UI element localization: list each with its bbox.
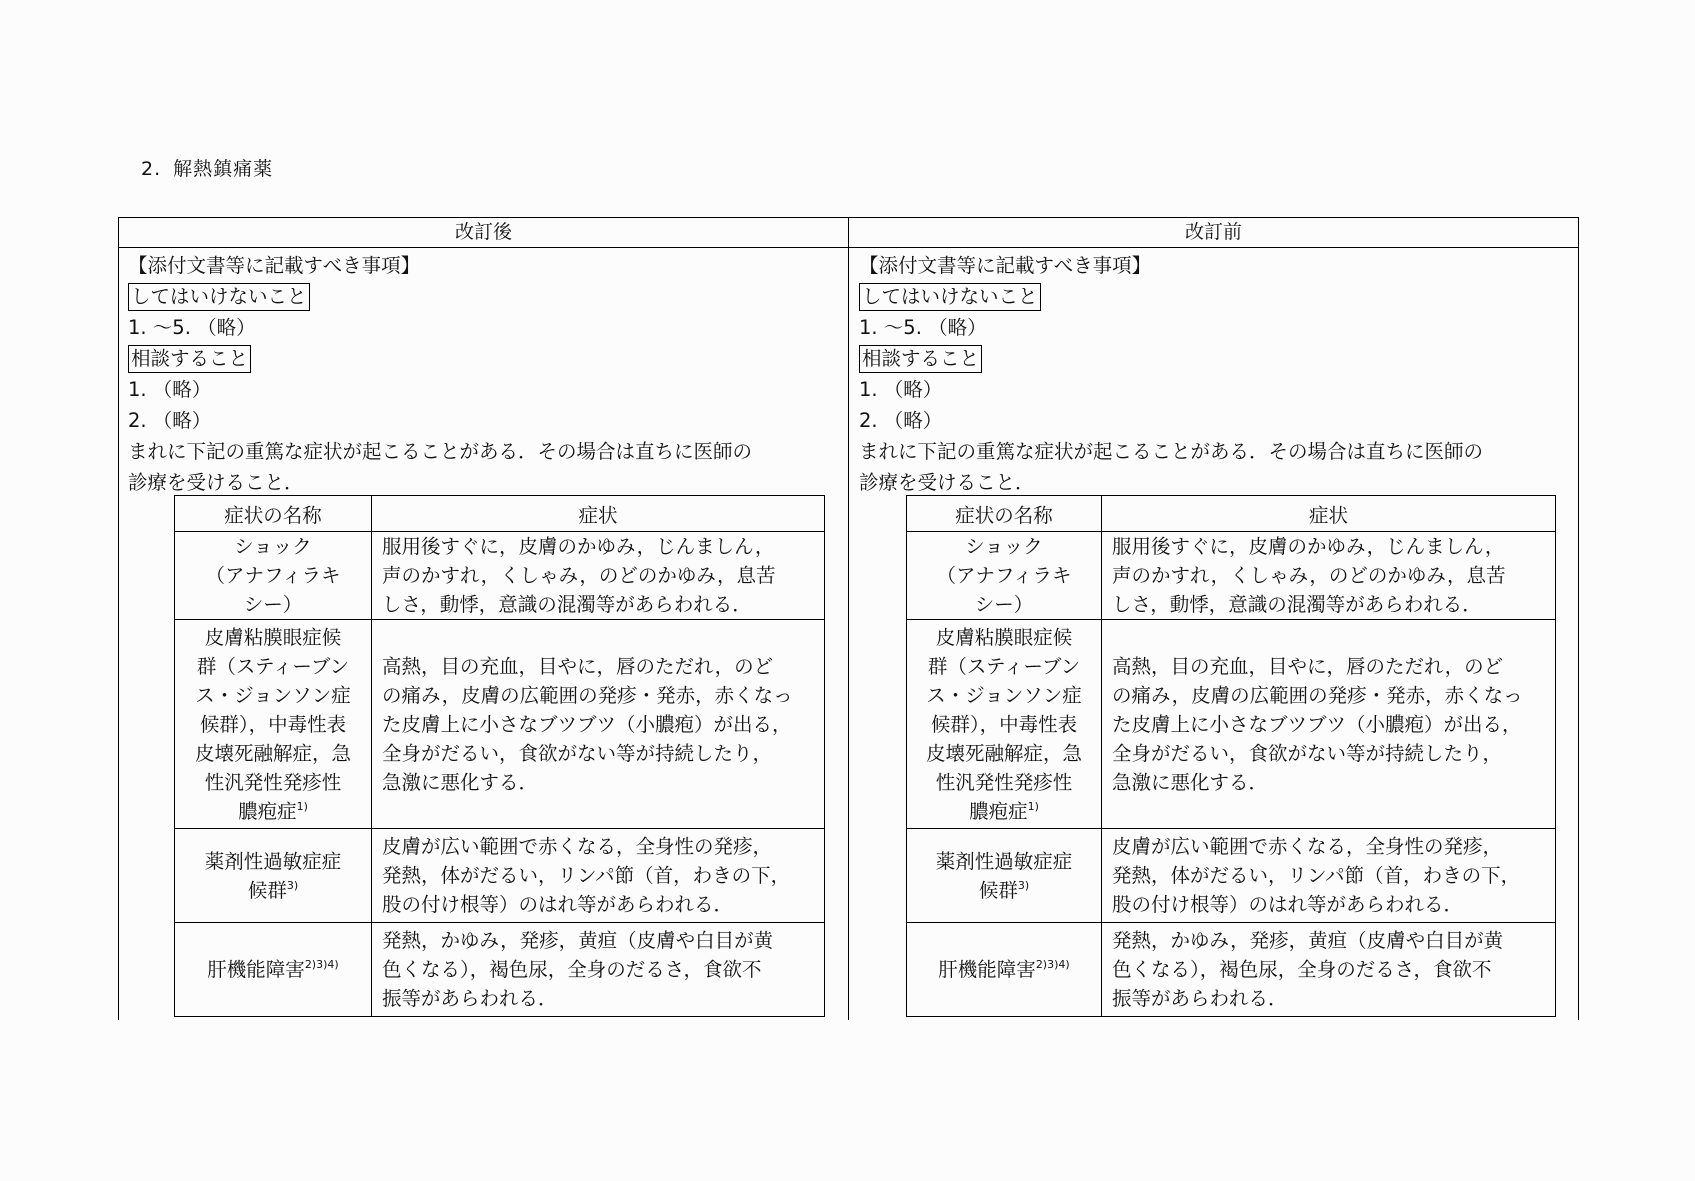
symptom-description-cell [372, 620, 825, 829]
section-heading: 【添付文書等に記載すべき事項】 [859, 254, 1152, 277]
symptom-description-cell [372, 532, 825, 620]
reference-superscript: 3) [286, 878, 299, 892]
symptom-description-line: 発熱，体がだるい，リンパ節（首，わきの下， [382, 864, 791, 887]
symptom-name-text: 皮膚粘膜眼症候 [935, 625, 1073, 649]
symptom-name-text: 薬剤性過敏症症 [935, 849, 1073, 873]
reference-superscript: 2)3)4) [304, 958, 339, 971]
symptom-name-cell [175, 923, 372, 1017]
section-title [141, 154, 273, 181]
symptom-name-text: 候群），中毒性表 [930, 712, 1078, 736]
symptom-name-text: 候群 [978, 878, 1018, 902]
symptom-table-after-revision [174, 495, 825, 1017]
section-heading: 【添付文書等に記載すべき事項】 [128, 254, 421, 277]
symptom-name-cell [175, 829, 372, 923]
symptom-description-line: 高熱，目の充血，目やに，唇のただれ，のど [1112, 654, 1504, 678]
column-before-revision [859, 250, 1574, 498]
dont-do-label: してはいけないこと [859, 283, 1041, 311]
section-title-text: 解熱鎮痛薬 [173, 158, 274, 180]
symptom-table-row [175, 620, 825, 829]
symptom-description-line: 急激に悪化する． [382, 770, 539, 794]
symptom-description-cell [372, 923, 825, 1017]
intro-text: 診療を受けること． [128, 471, 304, 494]
symptom-description-line: た皮膚上に小さなブツブツ（小膿疱）が出る， [382, 712, 792, 736]
symptom-table-header-row [907, 496, 1556, 532]
symptom-description-cell [1102, 829, 1556, 923]
symptom-table-row [175, 532, 825, 620]
symptom-name-line [181, 561, 365, 590]
symptom-description-line: しさ，動悸，意識の混濁等があらわれる． [1112, 593, 1482, 616]
consult-item: 2. （略） [859, 409, 943, 432]
symptom-table-row [907, 620, 1556, 829]
symptom-name-text: 肝機能障害 [207, 958, 305, 981]
dont-do-item: 1. 〜5. （略） [859, 316, 987, 339]
column-header-before-revision: 改訂前 [1184, 221, 1242, 243]
symptom-name-line [181, 876, 365, 905]
symptom-name-text: 群（スティーブン [927, 654, 1081, 678]
comparison-table-left-border [118, 217, 119, 1020]
intro-text: まれに下記の重篤な症状が起こることがある．その場合は直ちに医師の [859, 440, 1484, 463]
symptom-name-line [913, 876, 1095, 905]
symptom-description-line: 皮膚が広い範囲で赤くなる，全身性の発疹， [382, 835, 773, 858]
symptom-name-text: （アナフィラキ [936, 564, 1072, 587]
symptom-description-line: 急激に悪化する． [1112, 770, 1269, 794]
symptom-description-line: た皮膚上に小さなブツブツ（小膿疱）が出る， [1112, 712, 1522, 736]
symptom-description-line: 発熱，かゆみ，発疹，黄疸（皮膚や白目が黄 [382, 929, 774, 952]
symptom-description-line: 色くなる），褐色尿，全身のだるさ，食欲不 [1112, 958, 1492, 981]
symptom-name-cell [175, 532, 372, 620]
symptom-name-text: 膿疱症 [238, 799, 297, 823]
symptom-description-cell [1102, 923, 1556, 1017]
reference-superscript: 2)3)4) [1035, 958, 1070, 971]
symptom-description-line: 発熱，体がだるい，リンパ節（首，わきの下， [1112, 864, 1521, 887]
consult-item: 2. （略） [128, 409, 212, 432]
symptom-name-line [181, 532, 365, 561]
symptom-description-line: 色くなる），褐色尿，全身のだるさ，食欲不 [382, 958, 762, 981]
symptom-name-line [181, 739, 365, 768]
symptom-name-text: 皮壊死融解症，急 [925, 741, 1082, 765]
symptom-description-line: 服用後すぐに，皮膚のかゆみ，じんましん， [1112, 535, 1505, 558]
symptom-description-line: 全身がだるい，食欲がない等が持続したり， [1112, 741, 1503, 765]
symptom-name-cell [907, 532, 1102, 620]
symptom-description-line: の痛み，皮膚の広範囲の発疹・発赤，赤くなっ [382, 683, 793, 707]
symptom-name-text: ス・ジョンソン症 [195, 683, 351, 707]
symptom-description-cell [1102, 532, 1556, 620]
reference-superscript: 1) [296, 799, 308, 813]
consult-item: 1. （略） [859, 378, 943, 401]
symptom-description-line: 股の付け根等）のはれ等があらわれる． [382, 893, 734, 916]
symptom-name-line [913, 797, 1095, 826]
column-after-revision [128, 250, 843, 498]
symptom-name-text: 性汎発性発疹性 [935, 770, 1073, 794]
comparison-table-right-border [1578, 217, 1579, 1020]
symptom-name-line [913, 681, 1095, 710]
dont-do-box-line [859, 281, 1574, 312]
symptom-name-cell [907, 620, 1102, 829]
symptom-name-text: （アナフィラキ [205, 564, 341, 587]
symptom-name-line [913, 710, 1095, 739]
symptom-description-cell [1102, 620, 1556, 829]
symptom-description-line: の痛み，皮膚の広範囲の発疹・発赤，赤くなっ [1112, 683, 1523, 707]
symptom-name-text: 皮膚粘膜眼症候 [204, 625, 342, 649]
symptom-name-line [181, 590, 365, 619]
symptom-description-line: 発熱，かゆみ，発疹，黄疸（皮膚や白目が黄 [1112, 929, 1504, 952]
symptom-name-text: 候群），中毒性表 [199, 712, 347, 736]
symptom-name-line [181, 681, 365, 710]
symptom-name-line [181, 955, 365, 984]
symptom-name-line [181, 797, 365, 826]
symptom-description-line: 服用後すぐに，皮膚のかゆみ，じんましん， [382, 535, 775, 558]
symptom-table-header-row [175, 496, 825, 532]
symptom-name-line [913, 847, 1095, 876]
symptom-description-line: しさ，動悸，意識の混濁等があらわれる． [382, 593, 752, 616]
symptom-table-row [175, 923, 825, 1017]
symptom-name-text: ショック [965, 535, 1043, 558]
symptom-name-text: 性汎発性発疹性 [204, 770, 342, 794]
dont-do-item: 1. 〜5. （略） [128, 316, 256, 339]
symptom-name-text: 候群 [247, 878, 287, 902]
symptom-description-line: 全身がだるい，食欲がない等が持続したり， [382, 741, 773, 765]
reference-superscript: 1) [1027, 799, 1039, 813]
dont-do-box-line [128, 281, 843, 312]
symptom-name-cell [907, 923, 1102, 1017]
symptom-name-text: ショック [234, 535, 312, 558]
symptom-name-text: シー） [974, 593, 1034, 616]
symptom-name-text: シー） [243, 593, 303, 616]
column-header-after-revision: 改訂後 [454, 221, 512, 243]
symptom-description-line: 声のかすれ，くしゃみ，のどのかゆみ，息苦 [382, 564, 776, 587]
consult-label: 相談すること [859, 345, 982, 373]
intro-text: まれに下記の重篤な症状が起こることがある．その場合は直ちに医師の [128, 440, 753, 463]
symptom-description-line: 声のかすれ，くしゃみ，のどのかゆみ，息苦 [1112, 564, 1506, 587]
symptom-name-text: 薬剤性過敏症症 [204, 849, 342, 873]
header-symptom-name: 症状の名称 [907, 496, 1102, 532]
symptom-name-line [913, 561, 1095, 590]
symptom-description-cell [372, 829, 825, 923]
symptom-name-line [181, 652, 365, 681]
header-symptoms: 症状 [1102, 496, 1556, 532]
symptom-table-row [907, 829, 1556, 923]
symptom-description-line: 振等があらわれる． [1112, 987, 1288, 1010]
symptom-name-line [181, 847, 365, 876]
symptom-name-cell [907, 829, 1102, 923]
symptom-description-line: 股の付け根等）のはれ等があらわれる． [1112, 893, 1464, 916]
header-symptoms: 症状 [372, 496, 825, 532]
symptom-name-line [913, 955, 1095, 984]
symptom-description-line: 高熱，目の充血，目やに，唇のただれ，のど [382, 654, 774, 678]
symptom-name-line [913, 623, 1095, 652]
symptom-name-text: 群（スティーブン [196, 654, 350, 678]
symptom-description-line: 皮膚が広い範囲で赤くなる，全身性の発疹， [1112, 835, 1503, 858]
intro-text: 診療を受けること． [859, 471, 1035, 494]
symptom-name-line [913, 768, 1095, 797]
symptom-table-row [907, 923, 1556, 1017]
comparison-table-column-divider [848, 217, 849, 1020]
symptom-table-row [175, 829, 825, 923]
header-symptom-name: 症状の名称 [175, 496, 372, 532]
symptom-name-text: ス・ジョンソン症 [926, 683, 1082, 707]
symptom-table-before-revision [906, 495, 1556, 1017]
symptom-name-line [181, 710, 365, 739]
reference-superscript: 3) [1017, 878, 1030, 892]
symptom-name-text: 膿疱症 [969, 799, 1028, 823]
symptom-name-text: 皮壊死融解症，急 [194, 741, 351, 765]
symptom-description-line: 振等があらわれる． [382, 987, 558, 1010]
symptom-name-text: 肝機能障害 [938, 958, 1036, 981]
symptom-name-line [181, 768, 365, 797]
symptom-name-line [913, 739, 1095, 768]
section-number: 2. [141, 158, 162, 180]
consult-label: 相談すること [128, 345, 251, 373]
consult-item: 1. （略） [128, 378, 212, 401]
dont-do-label: してはいけないこと [128, 283, 310, 311]
symptom-name-cell [175, 620, 372, 829]
symptom-table-row [907, 532, 1556, 620]
symptom-name-line [913, 590, 1095, 619]
symptom-name-line [181, 623, 365, 652]
symptom-name-line [913, 652, 1095, 681]
consult-box-line [859, 343, 1574, 374]
consult-box-line [128, 343, 843, 374]
symptom-name-line [913, 532, 1095, 561]
